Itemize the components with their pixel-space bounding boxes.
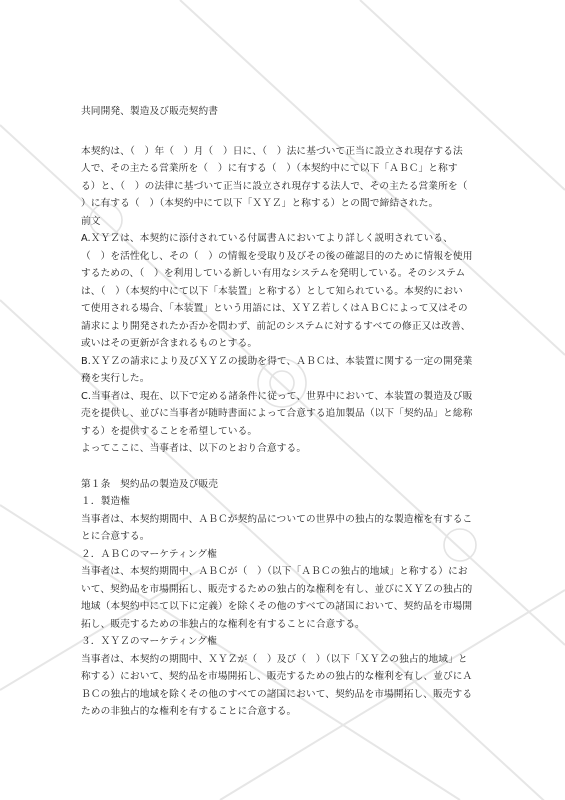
section-line: ための非独占的な権利を有することに合意する。 — [81, 706, 297, 717]
section-heading: ３．ＸＹＺのマーケティング権 — [81, 636, 217, 647]
intro-line: 人で、その主たる営業所を（ ）に有する（ ）（本契約中にて以下「ＡＢＣ」と称す — [81, 163, 458, 174]
section-heading: ２．ＡＢＣのマーケティング権 — [81, 548, 217, 560]
article-1 — [81, 476, 493, 721]
preamble-line: B.ＸＹＺの請求により及びＸＹＺの援助を得て、ＡＢＣは、本装置に関する一定の開発業 — [81, 355, 473, 367]
section-line: 当事者は、本契約期間中、ＡＢＣが契約品についての世界中の独占的な製造権を有するこ — [81, 513, 473, 525]
preamble-line: C.当事者は、現在、以下で定める諸条件に従って、世界中において、本装置の製造及び販 — [81, 390, 473, 402]
section-line: 当事者は、本契約期間中、ＡＢＣが（ ）（以下「ＡＢＣの独占的地域」と称する）にお — [81, 566, 468, 577]
section-line: 拓し、販売するための非独占的な権利を有することに合意する。 — [81, 618, 365, 630]
preamble-line: A.ＸＹＺは、本契約に添付されている付属書Ａにおいてより詳しく説明されている、 — [81, 233, 453, 244]
preamble — [81, 230, 493, 458]
preamble-heading: 前文 — [81, 215, 101, 227]
section-heading: １．製造権 — [81, 496, 130, 507]
preamble-line: て使用される場合、「本装置」という用語には、ＸＹＺ若しくはＡＢＣによって又はその — [81, 303, 468, 314]
document-title: 共同開発、製造及び販売契約書 — [81, 106, 219, 117]
section-line: とに合意する。 — [81, 531, 150, 542]
section-line: 称する）において、契約品を市場開拓し、販売するための独占的な権利を有し、並びにＡ — [81, 671, 473, 682]
preamble-line: は、（ ）（本契約中にて以下「本装置」と称する）として知られている。本契約におい — [81, 285, 463, 297]
intro-line: 本契約は、（ ）年（ ）月（ ）日に、（ ）法に基づいて正当に設立され現存する法 — [81, 145, 463, 157]
section-line: ＢＣの独占的地域を除くその他のすべての諸国において、契約品を市場開拓し、販売する — [81, 688, 473, 700]
preamble-line: 請求により開発されたか否かを問わず、前記のシステムに対するすべての修正又は改善、 — [81, 320, 471, 332]
section-line: 地域（本契約中にて以下に定義）を除くその他のすべての諸国において、契約品を市場開 — [81, 601, 473, 612]
preamble-line: するための、（ ）を利用している新しい有用なシステムを発明している。そのシステム — [81, 268, 466, 279]
intro-line: ）に有する（ ）（本契約中にて以下「ＸＹＺ」と称する）との間で締結された。 — [81, 198, 439, 209]
preamble-line: 売を提供し、並びに当事者が随時書面によって合意する追加製品（以下「契約品」と総称 — [81, 408, 473, 419]
preamble-line: 務を実行した。 — [81, 373, 150, 384]
intro-line: る）と、（ ）の法律に基づいて正当に設立され現存する法人で、その主たる営業所を（ — [81, 180, 468, 192]
article-heading: 第１条 契約品の製造及び販売 — [81, 478, 219, 490]
preamble-line: よってここに、当事者は、以下のとおり合意する。 — [81, 443, 307, 454]
preamble-line: （ ）を活性化し、その（ ）の情報を受取り及びその後の確認目的のために情報を使用 — [81, 250, 473, 262]
preamble-line: する）を提供することを希望している。 — [81, 425, 258, 437]
section-line: いて、契約品を市場開拓し、販売するための独占的な権利を有し、並びにＸＹＺの独占的 — [81, 583, 473, 595]
intro-paragraph — [81, 143, 493, 213]
section-line: 当事者は、本契約の期間中、ＸＹＺが（ ）及び（ ）（以下「ＸＹＺの独占的地域」と — [81, 653, 468, 665]
document-body — [81, 103, 493, 721]
preamble-line: 或いはその更新が含まれるものとする。 — [81, 338, 258, 349]
